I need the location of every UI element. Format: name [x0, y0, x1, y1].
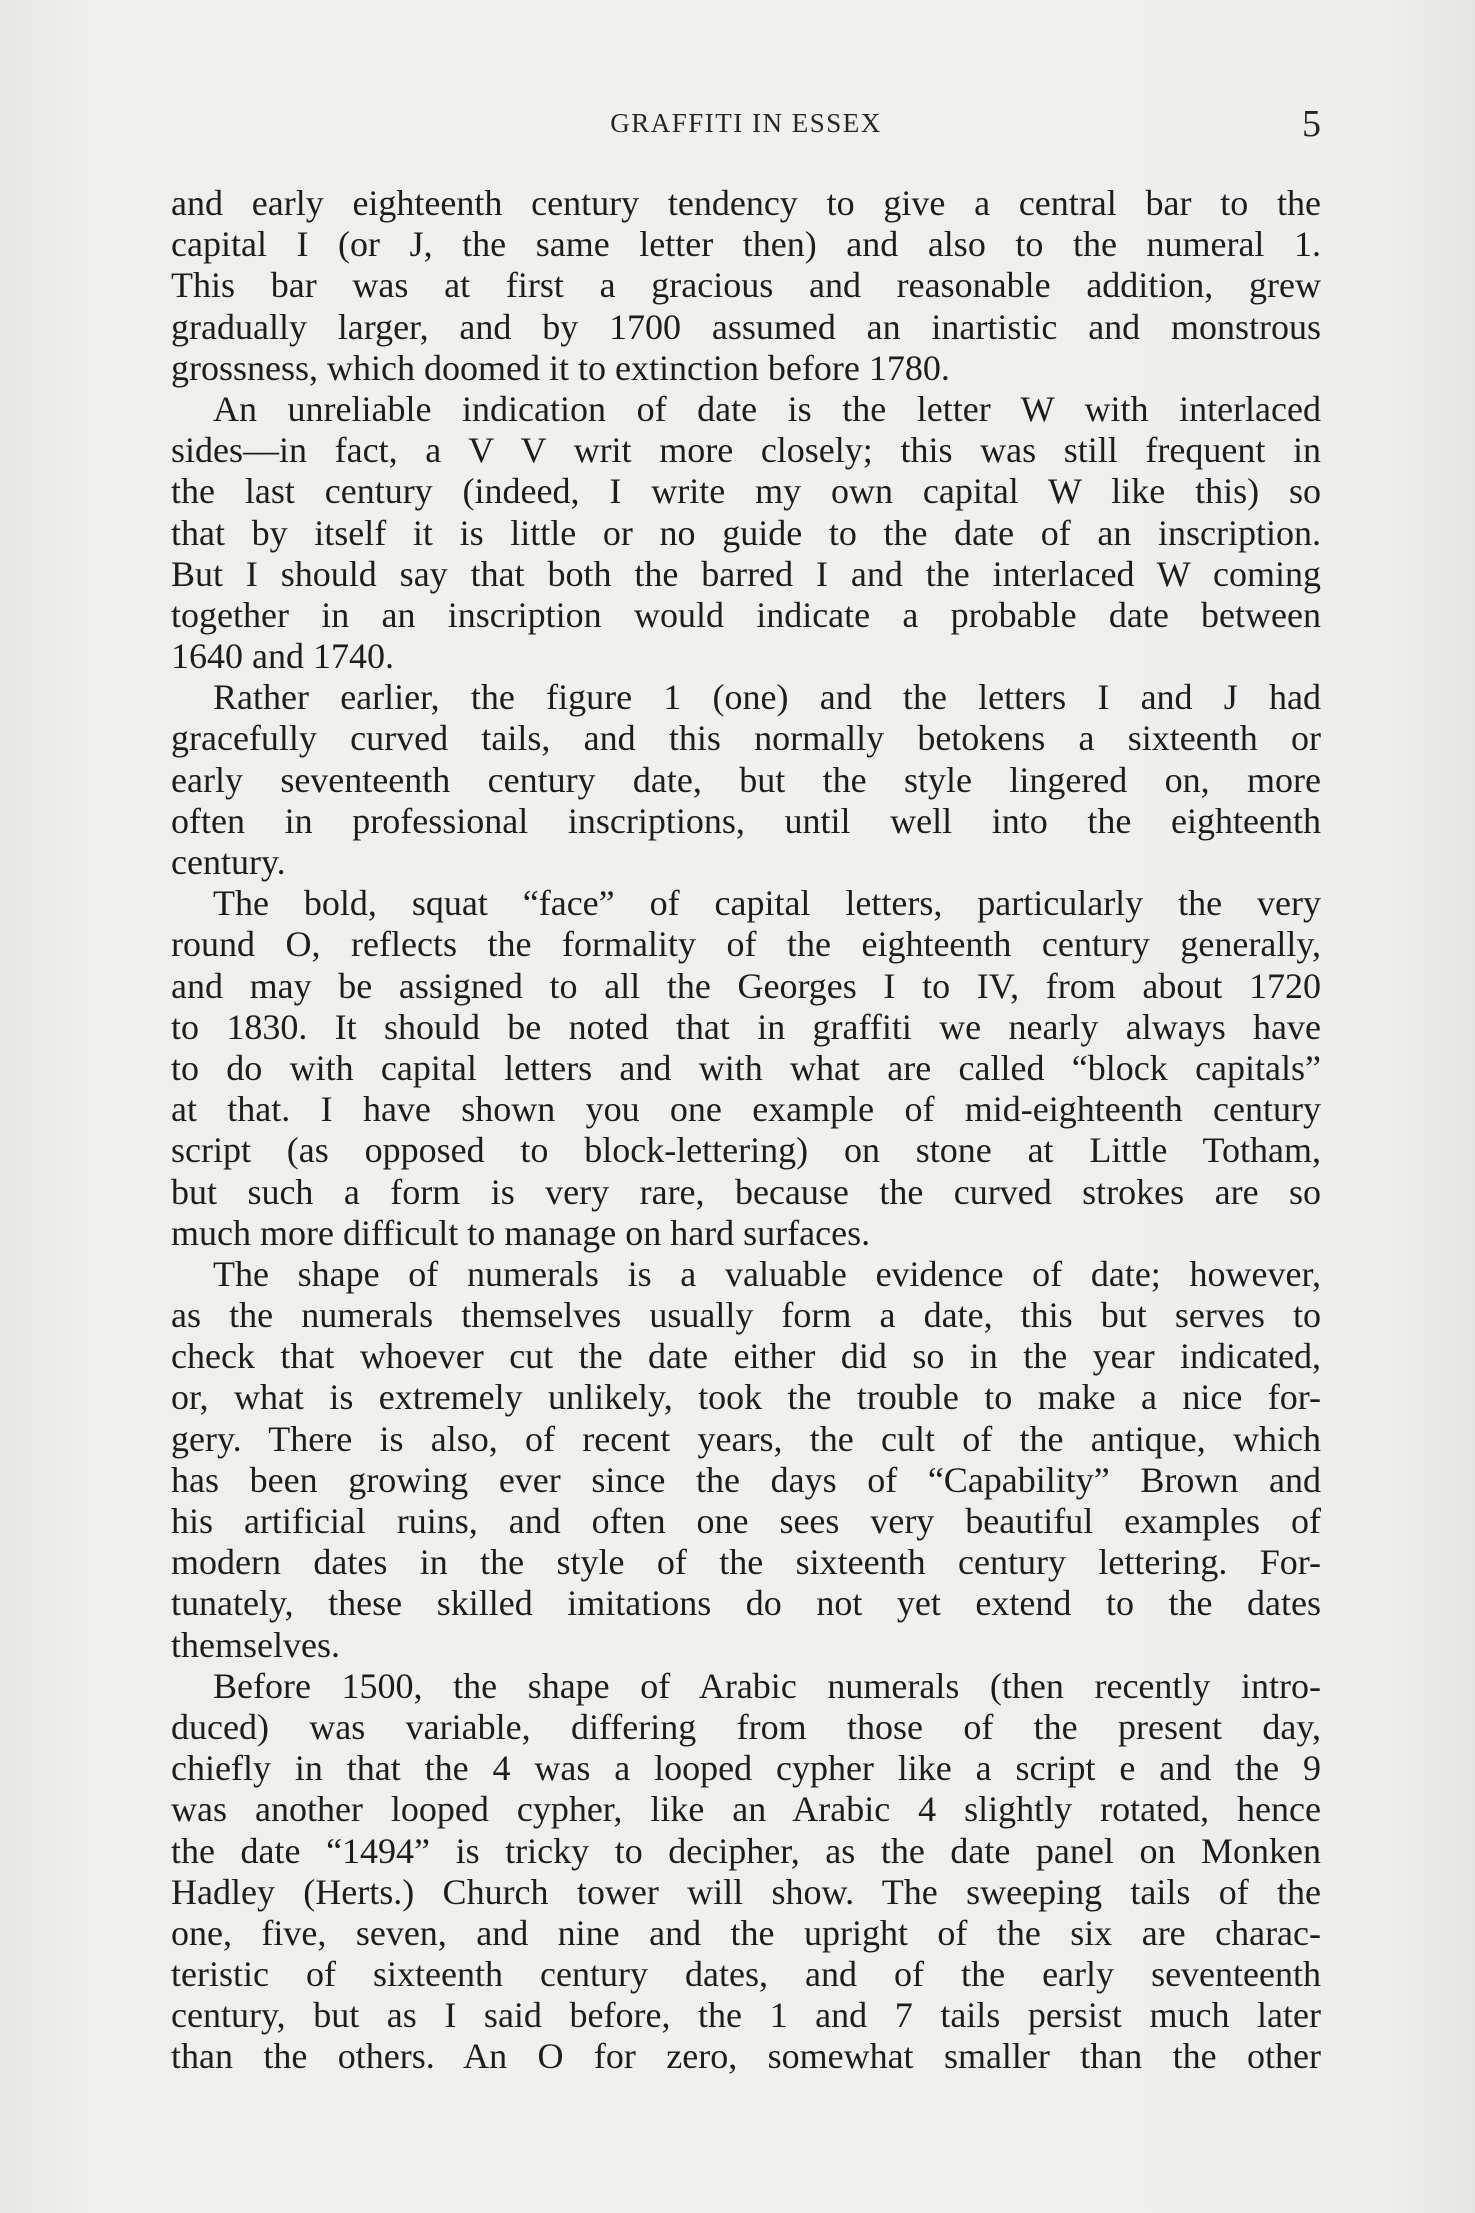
text-line: and early eighteenth century tendency to give a central bar to the [171, 183, 1321, 223]
running-head [171, 104, 1321, 144]
text-line: one, five, seven, and nine and the upright of the six are charac- [171, 1912, 1321, 1953]
text-line: An unreliable indication of date is the letter W with interlaced [213, 388, 1321, 429]
text-line: Hadley (Herts.) Church tower will show. The sweeping tails of the [171, 1871, 1321, 1912]
text-line: but such a form is very rare, because the curved strokes are so [171, 1171, 1321, 1212]
text-line: grossness, which doomed it to extinction before 1780. [171, 347, 950, 388]
text-line: round O, reflects the formality of the eighteenth century generally, [171, 924, 1321, 965]
text-line: to do with capital letters and with what are called “block capitals” [171, 1047, 1321, 1088]
text-line: 1640 and 1740. [171, 636, 394, 677]
text-line: capital I (or J, the same letter then) and also to the numeral 1. [171, 224, 1321, 265]
text-line: to 1830. It should be noted that in graffiti we nearly always have [171, 1006, 1321, 1047]
text-line: themselves. [171, 1624, 340, 1665]
text-line: gracefully curved tails, and this normally betokens a sixteenth or [171, 718, 1321, 759]
text-line: has been growing ever since the days of “Capability” Brown and [171, 1459, 1321, 1500]
text-line: check that whoever cut the date either did so in the year indicated, [171, 1336, 1321, 1377]
text-line: gradually larger, and by 1700 assumed an inartistic and monstrous [171, 306, 1321, 347]
text-line: early seventeenth century date, but the style lingered on, more [171, 759, 1321, 800]
text-line: teristic of sixteenth century dates, and of the early seventeenth [171, 1954, 1321, 1995]
text-line: duced) was variable, differing from those of the present day, [171, 1706, 1321, 1747]
text-line: century, but as I said before, the 1 and 7 tails persist much later [171, 1995, 1321, 2036]
text-line: his artificial ruins, and often one sees very beautiful examples of [171, 1501, 1321, 1541]
text-line: the last century (indeed, I write my own capital W like this) so [171, 471, 1321, 512]
text-line: script (as opposed to block-lettering) on stone at Little Totham, [171, 1130, 1321, 1171]
text-line: But I should say that both the barred I and the interlaced W coming [171, 553, 1321, 594]
text-line: sides—in fact, a V V writ more closely; this was still frequent in [171, 430, 1321, 471]
paragraph [171, 389, 1321, 677]
text-line: and may be assigned to all the Georges I to IV, from about 1720 [171, 965, 1321, 1006]
paragraph [171, 183, 1321, 389]
text-line: gery. There is also, of recent years, the cult of the antique, which [171, 1418, 1321, 1459]
page-number: 5 [1302, 103, 1321, 145]
text-line: century. [171, 842, 286, 882]
text-line: was another looped cypher, like an Arabic 4 slightly rotated, hence [171, 1789, 1321, 1830]
text-line: that by itself it is little or no guide to the date of an inscription. [171, 512, 1321, 553]
body-text [171, 183, 1321, 2078]
text-line: chiefly in that the 4 was a looped cypher like a script e and the 9 [171, 1748, 1321, 1789]
text-line: much more difficult to manage on hard surfaces. [171, 1212, 871, 1253]
paragraph [171, 1254, 1321, 1666]
text-line: This bar was at first a gracious and reasonable addition, grew [171, 265, 1321, 306]
text-line: the date “1494” is tricky to decipher, as the date panel on Monken [171, 1830, 1321, 1871]
text-line: or, what is extremely unlikely, took the trouble to make a nice for- [171, 1377, 1321, 1418]
text-line: modern dates in the style of the sixteenth century lettering. For- [171, 1542, 1321, 1583]
text-line: at that. I have shown you one example of mid-eighteenth century [171, 1089, 1321, 1130]
text-line: than the others. An O for zero, somewhat smaller than the other [171, 2036, 1321, 2077]
text-line: together in an inscription would indicate a probable date between [171, 594, 1321, 635]
paragraph [171, 1666, 1321, 2078]
paragraph [171, 883, 1321, 1254]
text-line: Before 1500, the shape of Arabic numerals (then recently intro- [213, 1665, 1321, 1706]
text-line: often in professional inscriptions, until well into the eighteenth [171, 800, 1321, 841]
paragraph [171, 677, 1321, 883]
text-line: The shape of numerals is a valuable evidence of date; however, [213, 1253, 1321, 1294]
text-line: Rather earlier, the figure 1 (one) and the letters I and J had [213, 677, 1321, 718]
text-line: The bold, squat “face” of capital letters, particularly the very [213, 883, 1321, 924]
text-line: tunately, these skilled imitations do not yet extend to the dates [171, 1583, 1321, 1624]
text-line: as the numerals themselves usually form a date, this but serves to [171, 1295, 1321, 1336]
running-title: GRAFFITI IN ESSEX [610, 108, 882, 138]
